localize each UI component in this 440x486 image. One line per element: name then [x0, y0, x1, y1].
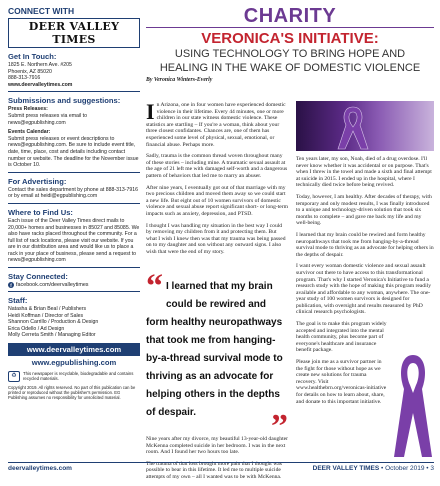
headline: VERONICA'S INITIATIVE:: [201, 30, 379, 47]
pull-quote: [146, 268, 289, 486]
city-line: Phoenix, AZ 85020: [8, 68, 52, 75]
page-footer: [8, 462, 434, 472]
divider: [8, 203, 140, 204]
submissions-heading: Submissions and suggestions:: [8, 96, 121, 106]
staff-list: [8, 306, 140, 339]
facebook-link[interactable]: [8, 282, 140, 288]
connect-with-label: CONNECT WITH: [8, 6, 75, 16]
divider: [8, 267, 140, 268]
paragraph: The goal is to make this program widely accepted and integrated into the mental health community, plus become part of everyone's healthcare and insurance benefit package.: [296, 321, 387, 354]
deck-line-1: USING TECHNOLOGY TO BRING HOPE AND: [174, 48, 406, 60]
deck-line-2: HEALING IN THE WAKE OF DOMESTIC VIOLENCE: [159, 61, 421, 74]
staff-line: Erica Odello / Ad Design: [8, 325, 65, 332]
phone-line: 888-313-7916: [8, 75, 41, 82]
paragraph: The trauma of that loss brought more pain that I thought was possible to bear in this lifetime. It led me to multiple suicide attempts of my own – all I wanted was to be with McKenna.: [146, 460, 282, 480]
paragraph: In Arizona, one in four women have experienced domestic violence in their lifetime. Every 44 minutes, one or more children in our state witness domestic violence. These statistics are startling – If you're a woman, think about your three closest confidantes. Chances are, one of them has experienced some level of physical, sexual, emotional, or financial abuse. Perhaps more.: [146, 99, 286, 148]
deervalleytimes-url-banner[interactable]: www.deervalleytimes.com: [8, 343, 140, 356]
paragraph: Please join me as a survivor partner in the fight for those without hope as we create new solutions for trauma recovery. Visit www.healthebrn.org/veronicas-initiative for details on how to learn about, share, and donate to this important initiative.: [296, 359, 387, 405]
advertising-text: Contact the sales department by phone at 888-313-7916 or by email at heidi@egpublishing.com: [8, 186, 139, 200]
paragraph: After nine years, I eventually got out of that marriage with my two precious children and moved them away so we could start a new life. But eight out of 10 women survivors of domestic violence and sexual abuse report significant short- or long-term impacts such as anxiety, depression, and PTSD.: [146, 184, 288, 217]
submissions-block: [8, 106, 140, 168]
divider: [8, 91, 140, 92]
advertising-heading: For Advertising:: [8, 176, 67, 186]
drop-cap: I: [146, 99, 155, 124]
contact-block: [8, 62, 140, 88]
paragraph: I want every woman domestic violence and sexual assault survivor out there to have access to this transformational program. That's why I started Veronica's Initiative to fund a research study with the hope of making this program readily available and affordable to any woman, anywhere. The one-year study of 100 women survivors is designed for publication, with oversight and results measured by PhD clinical research psychologists.: [296, 263, 431, 316]
article-column-1: [146, 99, 288, 260]
paragraph: Today, however, I am healthy. After decades of therapy, with temporary and only modest results, I was finally introduced to a unique and technology-driven solution that took six months to complete – and gave me back my life and my well-being.: [296, 193, 432, 227]
paragraph: I learned that my brain could be rewired and form healthy neuropathways that took me from hanging-by-a-thread survival mode to thriving as an advocate for helping others in the depths of despair.: [296, 231, 434, 258]
press-label: Press Releases:: [8, 106, 48, 113]
recycle-text: This newspaper is recyclable, biodegradable and contains recycled materials.: [23, 371, 134, 382]
section-tag: CHARITY: [243, 5, 337, 27]
events-text: Submit press releases or event descriptions to news@egpublishing.com. Be sure to include event title, date, time, place, cost and details including contact number or website. The deadline for the November issue is October 10.: [8, 135, 139, 169]
masthead-logo: DEER VALLEY TIMES: [8, 18, 140, 48]
divider: [8, 172, 140, 173]
staff-line: Molly Cerreta Smith / Managing Editor: [8, 332, 96, 339]
facebook-icon: f: [8, 282, 14, 288]
get-in-touch-heading: Get In Touch:: [8, 52, 57, 61]
paragraph: Sadly, trauma is the common thread woven throughout many of these stories – including mine. A traumatic sexual assault at the age of 21 left me with damaged self-worth and a dangerous pattern of behaviors that led me to marry an abuser.: [146, 153, 288, 179]
divider: [8, 291, 140, 292]
recycle-icon: ♻: [8, 371, 20, 382]
purple-ribbon-photo: [296, 101, 434, 151]
pull-quote-text: I learned that my brain could be rewired and form healthy neuropathways that took me from hanging-by-a-thread survival mode to thriving as an advocate for helping others in the depths of despair.: [146, 281, 283, 418]
close-quote-icon: ”: [271, 408, 288, 445]
awareness-ribbon-icon: [336, 105, 370, 151]
staff-line: Natasha & Brian Beal / Publishers: [8, 306, 87, 313]
sidebar: [8, 6, 140, 460]
byline: By Veronica Winters-Everly: [146, 77, 213, 83]
stay-connected-heading: Stay Connected:: [8, 272, 68, 282]
website-link[interactable]: www.deervalleytimes.com: [8, 81, 73, 88]
address-line: 1825 E. Northern Ave. #205: [8, 62, 72, 68]
staff-line: Shannon Carrillo / Production & Design: [8, 319, 99, 326]
footer-url[interactable]: deervalleytimes.com: [8, 465, 72, 472]
recycle-notice: [8, 371, 140, 382]
facebook-url: facebook.com/deervalleytimes: [16, 282, 89, 289]
press-text: Submit press releases via email to news@egpublishing.com: [8, 112, 87, 126]
copyright-notice: Copyright 2019. All rights reserved. No part of this publication can be printed or reproduced without the publisher's permission. EG Publishing assumes no responsibility for unsolicited material.: [8, 385, 136, 401]
footer-folio: DEER VALLEY TIMES • October 2019 • 3: [312, 465, 434, 472]
staff-heading: Staff:: [8, 296, 28, 306]
staff-line: Heidi Koffman / Director of Sales: [8, 312, 84, 319]
paragraph: Nine years after my divorce, my beautiful 13-year-old daughter McKenna completed suicide in her bedroom. I was in the next room. And I found her two hours too late.: [146, 436, 289, 456]
egpublishing-url[interactable]: www.egpublishing.com: [31, 358, 117, 368]
tag-divider: [146, 27, 434, 28]
where-to-find-text: Each issue of the Deer Valley Times direct mails to 20,000+ homes and businesses in 85027 and 85085. We also have racks placed throughout the community. For a full list of rack locations, please visit our website. If you are in our distribution area and would like us to place a rack in your place of business, please send a request to news@egpublishing.com: [8, 217, 140, 264]
paragraph: Ten years later, my son, Noah, died of a drug overdose. I'll never know whether it was accidental or on purpose. That's when I threw in the towel and made a sixth and final attempt at suicide in 2015. I ended up in the hospital, where I technically died twice before being revived.: [296, 156, 432, 189]
events-label: Events Calendar:: [8, 129, 51, 136]
paragraph: I thought I was handling my situation in the best way I could by removing my children from it and protecting them. But what I wish I knew then was that my trauma was being passed on to my daughter and son without any outward signs. I also wish that were the end of my story.: [146, 222, 286, 255]
purple-ribbon-icon: [392, 351, 434, 461]
article-column-1-continued: [146, 436, 288, 481]
open-quote-icon: “: [146, 268, 163, 305]
where-to-find-heading: Where to Find Us:: [8, 207, 73, 217]
